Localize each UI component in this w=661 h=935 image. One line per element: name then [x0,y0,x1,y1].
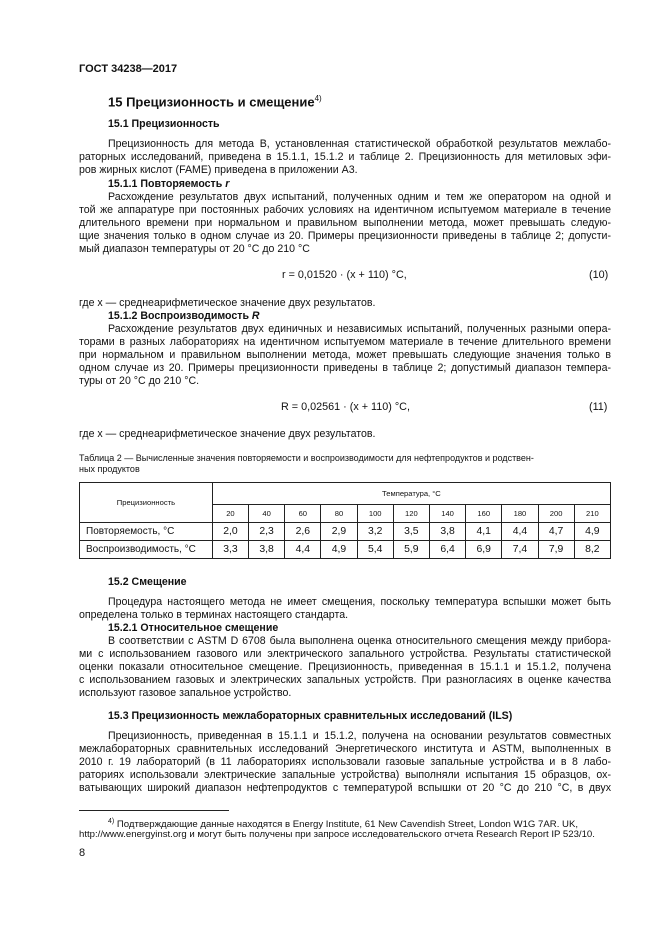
table-cell: 6,4 [429,541,465,559]
paragraph-line: одном случае из 20. Примеры прецизионности приведены в таблице 2; допустимый диапазон темпера- [79,362,611,374]
table-cell: 7,9 [538,541,574,559]
paragraph-line: Расхождение результатов двух единичных и независимых испытаний, полученных разными опера- [108,323,611,335]
table-cell: 3,3 [212,541,248,559]
footnote-reference: 4) [314,94,322,103]
paragraph-line: щие значения только в одном случае из 20. Примеры прецизионности приведены в таблице 2; допусти- [79,230,611,242]
formula-reproducibility: R = 0,02561 · (x + 110) °C, [281,401,410,413]
reproducibility-symbol: R [251,310,260,322]
temperature-header-cell: 120 [393,505,429,523]
equation-number: (10) [589,269,609,281]
precision-table [79,482,611,559]
table-caption: ных продуктов [79,464,140,474]
temperature-header-cell: 60 [285,505,321,523]
table-cell: 4,9 [321,541,357,559]
equation-number: (11) [589,401,608,413]
temperature-header-cell: 210 [574,505,610,523]
temperature-header-cell: 80 [321,505,357,523]
temperature-header-cell: 40 [249,505,285,523]
table-cell: 7,4 [502,541,538,559]
formula-repeatability: r = 0,01520 · (x + 110) °C, [282,269,407,281]
footnote-line: http://www.energyinst.org и могут быть получены при запросе исследовательского отчета Research Report IP 523/10. [79,829,595,840]
paragraph-line: используют газовое запальное устройство. [79,687,292,699]
repeatability-symbol: r [225,178,230,190]
table-cell: 4,4 [285,541,321,559]
temperature-header-cell: 160 [466,505,502,523]
table-cell: 6,9 [466,541,502,559]
paragraph-line: Прецизионность, приведенная в 15.1.1 и 15.1.2, получена на основании результатов совместных [108,730,611,742]
subsection-15-2-title: 15.2 Смещение [108,576,187,588]
table-cell: 4,7 [538,523,574,541]
table-cell: 3,5 [393,523,429,541]
subsection-15-1-title: 15.1 Прецизионность [108,118,220,130]
table-cell: 2,6 [285,523,321,541]
paragraph-line: Расхождение результатов двух испытаний, полученных одним и тем же оператором на одной и [108,191,611,203]
table-cell: 5,4 [357,541,393,559]
temperature-header-cell: 100 [357,505,393,523]
paragraph-line: торами в разных лабораториях на идентичном испытуемом материале в течение длительного времени [79,336,611,348]
table-cell: 3,8 [249,541,285,559]
row-label-repeatability: Повторяемость, °C [80,523,213,541]
table-cell: 5,9 [393,541,429,559]
footnote-separator [79,810,229,811]
paragraph-line: с использованием газовых и электрических запальных устройств. При разногласиях в оценке качества [79,674,611,686]
paragraph-line: длительного времени при нормальном и правильном выполнении метода, может превышать следую- [79,217,611,229]
paragraph-line: мый диапазон температуры от 20 °C до 210 °C [79,243,310,255]
paragraph-line: оценки показали относительное смещение. Прецизионность, приведенная в 15.1.1 и 15.1.2, получена [79,661,611,673]
paragraph-line: межлабораторных сравнительных исследований Энергетического института и ASTM, выполненных в [79,743,611,755]
temperature-header-cell: 200 [538,505,574,523]
table-cell: 4,4 [502,523,538,541]
paragraph-line: ватывающих широкий диапазон нефтепродуктов с температурой вспышки от 20 °C до 210 °C, в двух [79,782,611,794]
table-cell: 4,1 [466,523,502,541]
paragraph-line: определена только в терминах настоящего стандарта. [79,609,349,621]
footnote: $^{4)}$ Подтверждающие данные находятся в Energy Institute, 61 New Cavendish Street, London W1G 7AR. UK, [108,818,579,831]
table-cell: 8,2 [574,541,610,559]
paragraph-line: при нормальном и правильном выполнении метода, может превышать следующие значения только в [79,349,611,361]
row-label-reproducibility: Воспроизводимость, °C [80,541,213,559]
paragraph-line: Прецизионность для метода В, установленная статистической обработкой результатов межлабо- [108,138,611,150]
table-row [80,541,611,559]
paragraph-line: В соответствии с ASTM D 6708 была выполнена оценка относительного смещения между прибора- [108,635,611,647]
table-header-precision: Прецизионность [80,483,213,523]
subsection-15-3-title: 15.3 Прецизионность межлабораторных сравнительных исследований (ILS) [108,710,513,722]
paragraph-line: туры от 20 °C до 210 °C. [79,375,200,387]
paragraph-line: раторных исследований, приведена в 15.1.1, 15.1.2 и таблице 2. Прецизионность для метиловых эфи- [79,151,611,163]
page-number: 8 [79,847,86,859]
table-cell: 3,8 [429,523,465,541]
paragraph-line: ров жирных кислот (FAME) приведена в приложении А3. [79,164,358,176]
paragraph-line: раториях использовали электрические запальные устройства) выполняли испытания 15 образцов, ох- [79,769,611,781]
where-clause: где x — среднеарифметическое значение двух результатов. [79,428,376,440]
table-cell: 2,0 [212,523,248,541]
table-cell: 4,9 [574,523,610,541]
section-15-title: 15 Прецизионность и смещение [108,94,315,110]
section-15-heading [108,94,322,109]
temperature-header-cell: 140 [429,505,465,523]
temperature-header-cell: 180 [502,505,538,523]
paragraph-line: ми с использованием газового или электрического запального устройства. Результаты статистической [79,648,611,660]
table-row [80,523,611,541]
subsection-15-1-1-title: 15.1.1 Повторяемость r [108,178,230,190]
table-cell: 3,2 [357,523,393,541]
subsection-15-1-2-title: 15.1.2 Воспроизводимость R [108,310,260,322]
table-header-temperature: Температура, °C [212,483,610,505]
where-clause: где x — среднеарифметическое значение двух результатов. [79,297,376,309]
table-cell: 2,3 [249,523,285,541]
standard-number: ГОСТ 34238—2017 [79,63,178,75]
table-cell: 2,9 [321,523,357,541]
temperature-header-cell: 20 [212,505,248,523]
subsection-15-2-1-title: 15.2.1 Относительное смещение [108,622,279,634]
paragraph-line: Процедура настоящего метода не имеет смещения, поскольку температура вспышки может быть [108,596,611,608]
paragraph-line: 2010 г. 19 лабораторий (в 11 лабораториях использовали газовые запальные устройства и в 8 лабо- [79,756,611,768]
table-caption: Таблица 2 — Вычисленные значения повторяемости и воспроизводимости для нефтепродуктов и родствен- [79,453,534,463]
footnote-marker: 4) [108,818,115,825]
paragraph-line: той же аппаратуре при постоянных рабочих условиях на идентичном испытуемом материале в течение [79,204,611,216]
